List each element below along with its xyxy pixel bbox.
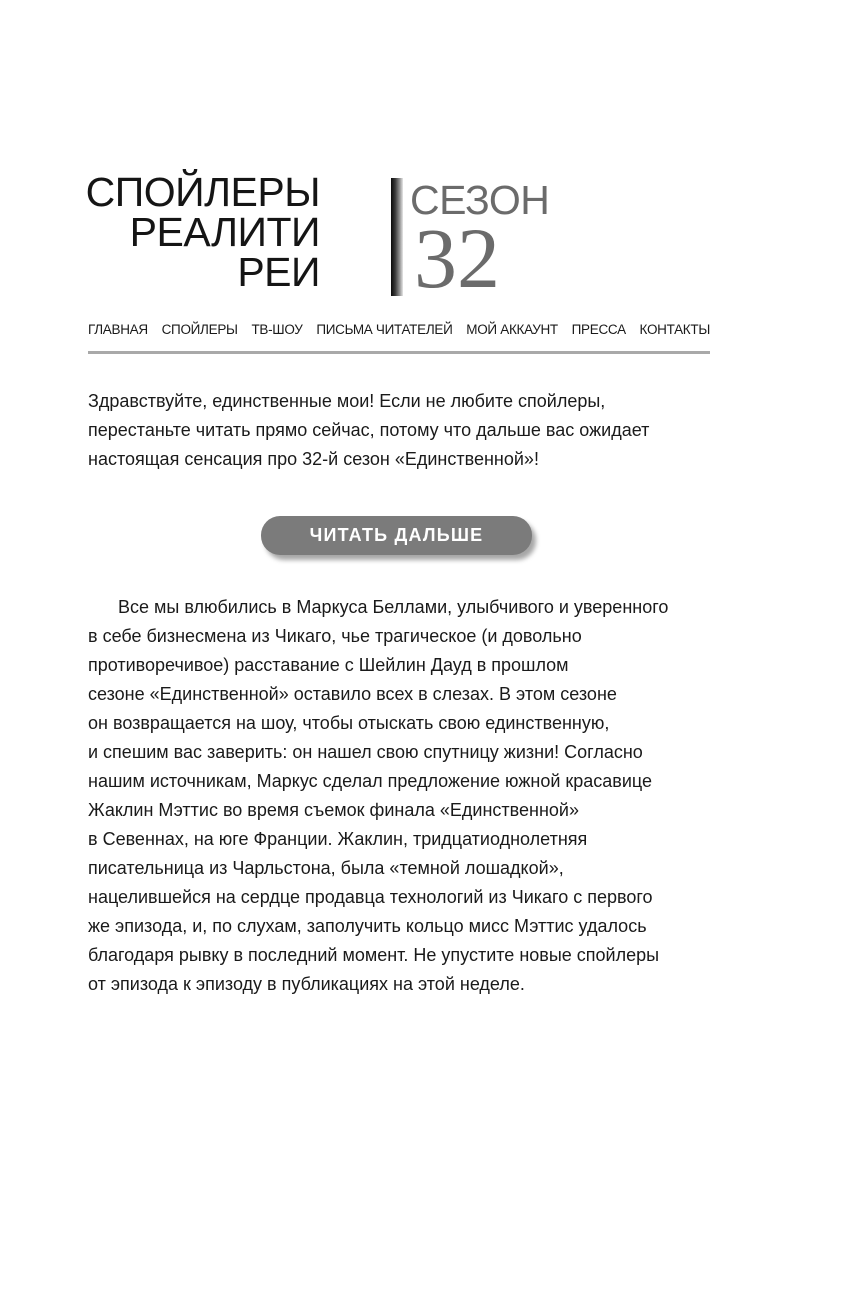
logo-line-1: СПОЙЛЕРЫ bbox=[85, 169, 320, 215]
article-line: в Севеннах, на юге Франции. Жаклин, тридцатиоднолетняя bbox=[88, 829, 588, 849]
nav-divider bbox=[88, 351, 710, 354]
article-line: и спешим вас заверить: он нашел свою спутницу жизни! Согласно bbox=[88, 742, 643, 762]
article-line: противоречивое) расставание с Шейлин Дауд в прошлом bbox=[88, 655, 569, 675]
nav-item-tv-show[interactable]: ТВ-ШОУ bbox=[251, 321, 303, 337]
article-line: же эпизода, и, по слухам, заполучить кольцо мисс Мэттис удалось bbox=[88, 916, 647, 936]
nav-item-press[interactable]: ПРЕССА bbox=[571, 321, 626, 337]
article-line: сезоне «Единственной» оставило всех в слезах. В этом сезоне bbox=[88, 684, 617, 704]
logo-title bbox=[85, 169, 320, 295]
read-more-button[interactable]: ЧИТАТЬ ДАЛЬШЕ bbox=[261, 516, 532, 555]
site-logo[interactable] bbox=[85, 169, 550, 306]
nav-item-contacts[interactable]: КОНТАКТЫ bbox=[639, 321, 710, 337]
main-nav bbox=[88, 318, 710, 340]
nav-item-my-account[interactable]: МОЙ АККАУНТ bbox=[466, 321, 558, 337]
article-line: нацелившейся на сердце продавца технологий из Чикаго с первого bbox=[88, 887, 653, 907]
article-line: Жаклин Мэттис во время съемок финала «Единственной» bbox=[88, 800, 579, 820]
nav-item-reader-letters[interactable]: ПИСЬМА ЧИТАТЕЛЕЙ bbox=[316, 321, 453, 337]
nav-item-spoilers[interactable]: СПОЙЛЕРЫ bbox=[161, 321, 238, 337]
article-line: он возвращается на шоу, чтобы отыскать свою единственную, bbox=[88, 713, 610, 733]
intro-line: Здравствуйте, единственные мои! Если не любите спойлеры, bbox=[88, 391, 606, 411]
article-line: от эпизода к эпизоду в публикациях на этой неделе. bbox=[88, 974, 525, 994]
intro-text bbox=[88, 387, 728, 474]
logo-season-label: СЕЗОН bbox=[410, 177, 550, 223]
article-line: писательница из Чарльстона, была «темной лошадкой», bbox=[88, 858, 564, 878]
article-line: нашим источникам, Маркус сделал предложение южной красавице bbox=[88, 771, 653, 791]
article-line: Все мы влюбились в Маркуса Беллами, улыбчивого и уверенного bbox=[118, 597, 669, 617]
logo-line-3: РЕИ bbox=[237, 249, 320, 295]
logo-line-2: РЕАЛИТИ bbox=[129, 209, 320, 255]
nav-item-home[interactable]: ГЛАВНАЯ bbox=[88, 321, 148, 337]
intro-line: перестаньте читать прямо сейчас, потому что дальше вас ожидает bbox=[88, 420, 650, 440]
intro-line: настоящая сенсация про 32-й сезон «Единственной»! bbox=[88, 449, 539, 469]
article-body bbox=[88, 593, 738, 999]
logo-season-number: 32 bbox=[414, 210, 500, 306]
article-line: благодаря рывку в последний момент. Не упустите новые спойлеры bbox=[88, 945, 660, 965]
logo-divider bbox=[391, 178, 403, 296]
article-line: в себе бизнесмена из Чикаго, чье трагическое (и довольно bbox=[88, 626, 582, 646]
